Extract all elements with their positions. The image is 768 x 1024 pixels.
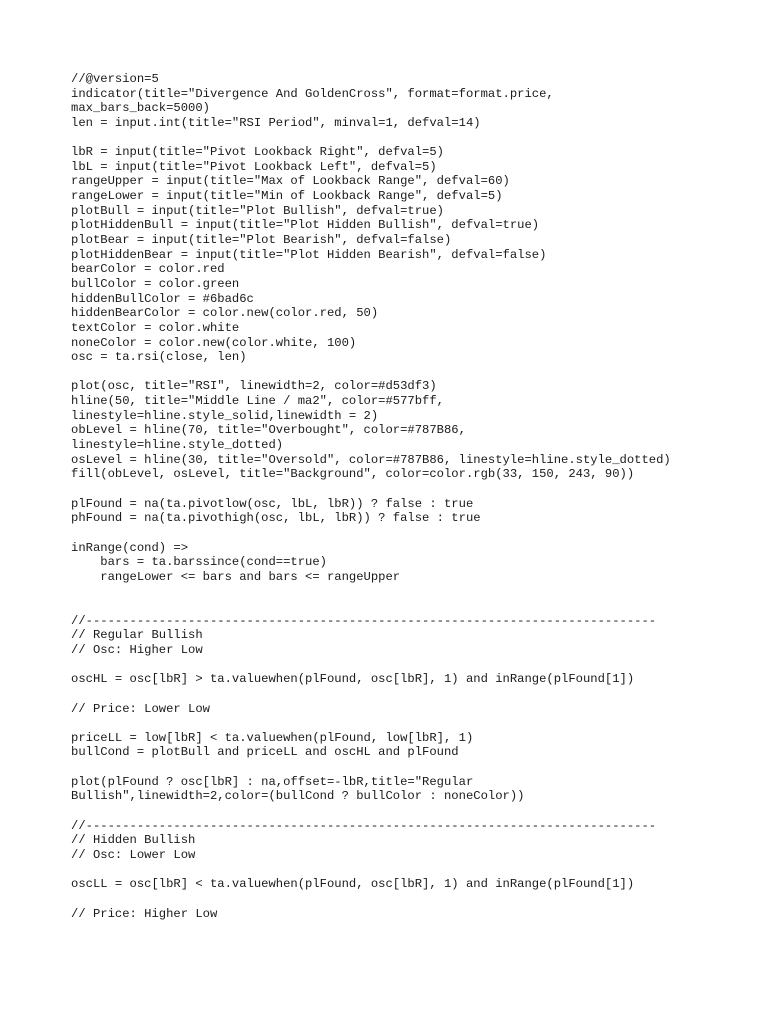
code-line: hline(50, title="Middle Line / ma2", color=#577bff, xyxy=(71,394,444,409)
code-line: max_bars_back=5000) xyxy=(71,101,210,116)
code-line: textColor = color.white xyxy=(71,320,240,335)
code-line: plotHiddenBull = input(title="Plot Hidden Bullish", defval=true) xyxy=(71,218,540,233)
code-line: Bullish",linewidth=2,color=(bullCond ? bullColor : noneColor)) xyxy=(71,789,525,804)
code-line: // Price: Higher Low xyxy=(71,906,218,921)
code-line: plotBear = input(title="Plot Bearish", defval=false) xyxy=(71,233,452,248)
blank-line xyxy=(71,760,671,775)
blank-line xyxy=(71,863,671,878)
code-line: hiddenBearColor = color.new(color.red, 50) xyxy=(71,306,379,321)
code-line: len = input.int(title="RSI Period", minval=1, defval=14) xyxy=(71,115,481,130)
code-line: linestyle=hline.style_dotted) xyxy=(71,438,284,453)
blank-line xyxy=(71,658,671,673)
code-line: // Price: Lower Low xyxy=(71,701,210,716)
code-line: rangeLower = input(title="Min of Lookback Range", defval=5) xyxy=(71,189,503,204)
code-line: // Osc: Higher Low xyxy=(71,642,203,657)
code-line: fill(obLevel, osLevel, title="Background", color=color.rgb(33, 150, 243, 90)) xyxy=(71,467,635,482)
code-line: lbL = input(title="Pivot Lookback Left", defval=5) xyxy=(71,159,437,174)
code-line: bearColor = color.red xyxy=(71,262,225,277)
code-line: osc = ta.rsi(close, len) xyxy=(71,350,247,365)
code-line: plot(osc, title="RSI", linewidth=2, color=#d53df3) xyxy=(71,379,437,394)
code-line: //------------------------------------------------------------------------------ xyxy=(71,818,657,833)
blank-line xyxy=(71,584,671,599)
code-line: linestyle=hline.style_solid,linewidth = 2) xyxy=(71,408,379,423)
code-line: plFound = na(ta.pivotlow(osc, lbL, lbR)) ? false : true xyxy=(71,496,474,511)
code-line: bars = ta.barssince(cond==true) xyxy=(71,555,327,570)
code-listing xyxy=(71,72,671,921)
code-line: // Regular Bullish xyxy=(71,628,203,643)
code-line: indicator(title="Divergence And GoldenCross", format=format.price, xyxy=(71,86,554,101)
code-line: rangeUpper = input(title="Max of Lookback Range", defval=60) xyxy=(71,174,510,189)
blank-line xyxy=(71,599,671,614)
code-line: rangeLower <= bars and bars <= rangeUpper xyxy=(71,569,401,584)
code-line: noneColor = color.new(color.white, 100) xyxy=(71,335,357,350)
code-line: plotBull = input(title="Plot Bullish", defval=true) xyxy=(71,203,444,218)
blank-line xyxy=(71,482,671,497)
code-line: inRange(cond) => xyxy=(71,540,189,555)
code-line: lbR = input(title="Pivot Lookback Right", defval=5) xyxy=(71,145,444,160)
code-line: plot(plFound ? osc[lbR] : na,offset=-lbR,title="Regular xyxy=(71,774,474,789)
code-line: plotHiddenBear = input(title="Plot Hidden Bearish", defval=false) xyxy=(71,247,547,262)
code-line: hiddenBullColor = #6bad6c xyxy=(71,291,254,306)
blank-line xyxy=(71,804,671,819)
code-line: obLevel = hline(70, title="Overbought", color=#787B86, xyxy=(71,423,466,438)
code-line: bullCond = plotBull and priceLL and oscHL and plFound xyxy=(71,745,459,760)
code-line: priceLL = low[lbR] < ta.valuewhen(plFound, low[lbR], 1) xyxy=(71,730,474,745)
blank-line xyxy=(71,131,671,146)
code-line: //@version=5 xyxy=(71,72,159,86)
code-line: oscHL = osc[lbR] > ta.valuewhen(plFound, osc[lbR], 1) and inRange(plFound[1]) xyxy=(71,672,635,687)
code-line: osLevel = hline(30, title="Oversold", color=#787B86, linestyle=hline.style_dotted) xyxy=(71,452,671,467)
blank-line xyxy=(71,526,671,541)
code-line: // Osc: Lower Low xyxy=(71,847,196,862)
code-line: phFound = na(ta.pivothigh(osc, lbL, lbR)) ? false : true xyxy=(71,511,481,526)
blank-line xyxy=(71,892,671,907)
blank-line xyxy=(71,716,671,731)
blank-line xyxy=(71,687,671,702)
code-line: oscLL = osc[lbR] < ta.valuewhen(plFound, osc[lbR], 1) and inRange(plFound[1]) xyxy=(71,877,635,892)
code-line: //------------------------------------------------------------------------------ xyxy=(71,613,657,628)
code-line: bullColor = color.green xyxy=(71,276,240,291)
blank-line xyxy=(71,365,671,380)
code-line: // Hidden Bullish xyxy=(71,833,196,848)
